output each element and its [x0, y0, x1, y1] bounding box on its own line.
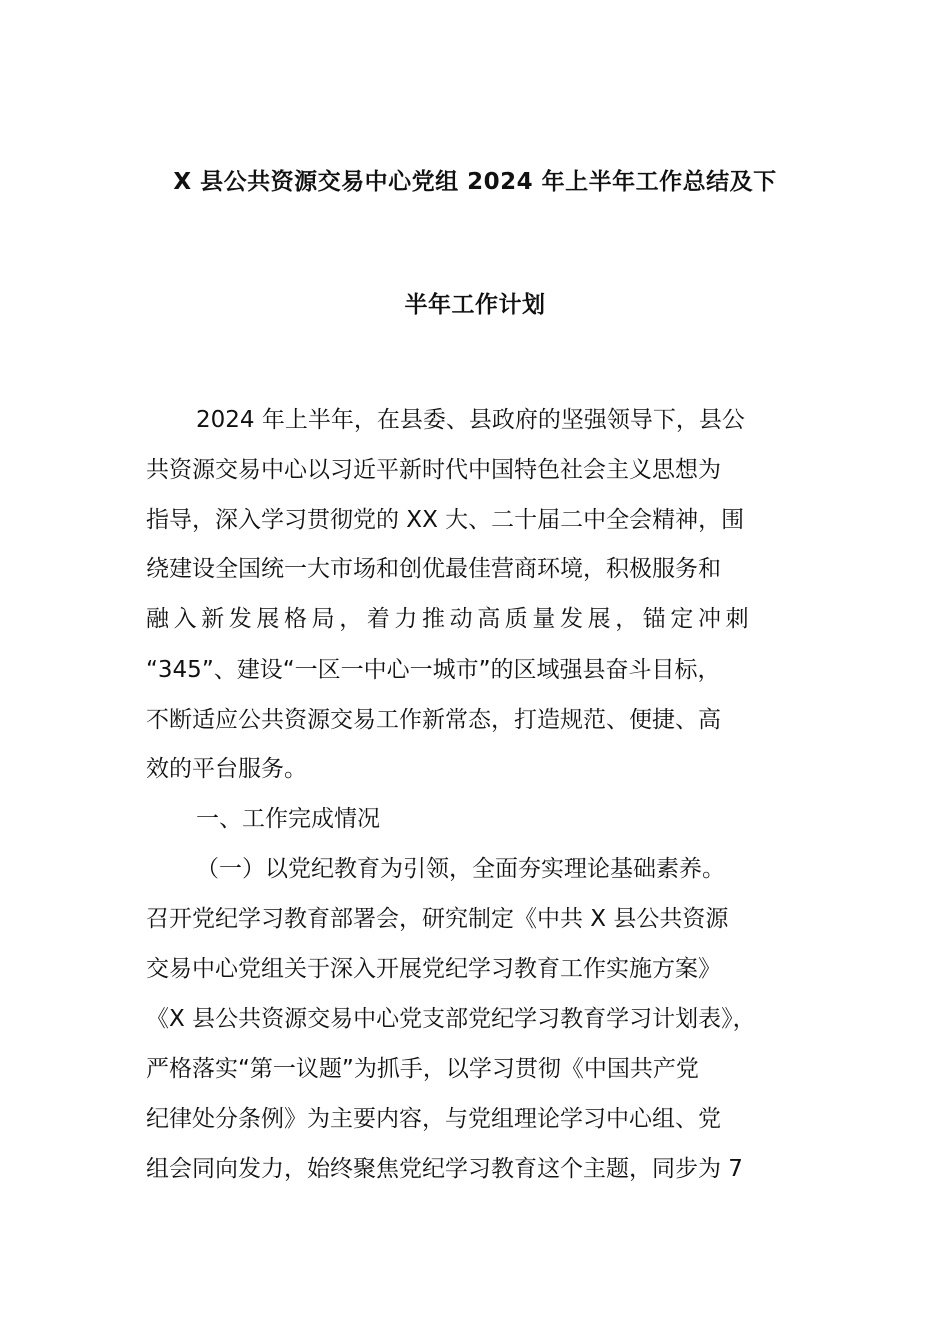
document-title-line-2: 半年工作计划 [404, 292, 546, 318]
paragraph-2-line-4: 《X 县公共资源交易中心党支部党纪学习教育学习计划表》， [146, 1006, 756, 1032]
document-title-line-1: X 县公共资源交易中心党组 2024 年上半年工作总结及下 [173, 169, 777, 195]
paragraph-2-line-5: 严格落实“第一议题”为抓手，以学习贯彻《中国共产党 [146, 1056, 699, 1082]
paragraph-2-line-6: 纪律处分条例》为主要内容，与党组理论学习中心组、党 [146, 1106, 721, 1132]
paragraph-2-line-3: 交易中心党组关于深入开展党纪学习教育工作实施方案》 [146, 956, 721, 982]
paragraph-2-line-1: （一）以党纪教育为引领，全面夯实理论基础素养。 [196, 856, 725, 882]
paragraph-1-line-2: 共资源交易中心以习近平新时代中国特色社会主义思想为 [146, 457, 721, 483]
paragraph-1-line-7: 不断适应公共资源交易工作新常态，打造规范、便捷、高 [146, 707, 721, 733]
paragraph-1-line-5: 融入新发展格局，着力推动高质量发展，锚定冲刺 [146, 606, 754, 632]
paragraph-2-line-2: 召开党纪学习教育部署会，研究制定《中共 X 县公共资源 [146, 906, 729, 932]
paragraph-1-line-3: 指导，深入学习贯彻党的 XX 大、二十届二中全会精神，围 [146, 507, 745, 533]
paragraph-1-line-8: 效的平台服务。 [146, 756, 307, 782]
paragraph-1-line-1: 2024 年上半年，在县委、县政府的坚强领导下，县公 [196, 407, 745, 433]
section-heading-1: 一、工作完成情况 [196, 806, 380, 832]
paragraph-1-line-4: 绕建设全国统一大市场和创优最佳营商环境，积极服务和 [146, 556, 721, 582]
paragraph-1-line-6: “345”、建设“一区一中心一城市”的区域强县奋斗目标， [146, 657, 721, 683]
paragraph-2-line-7: 组会同向发力，始终聚焦党纪学习教育这个主题，同步为 7 [146, 1156, 743, 1182]
